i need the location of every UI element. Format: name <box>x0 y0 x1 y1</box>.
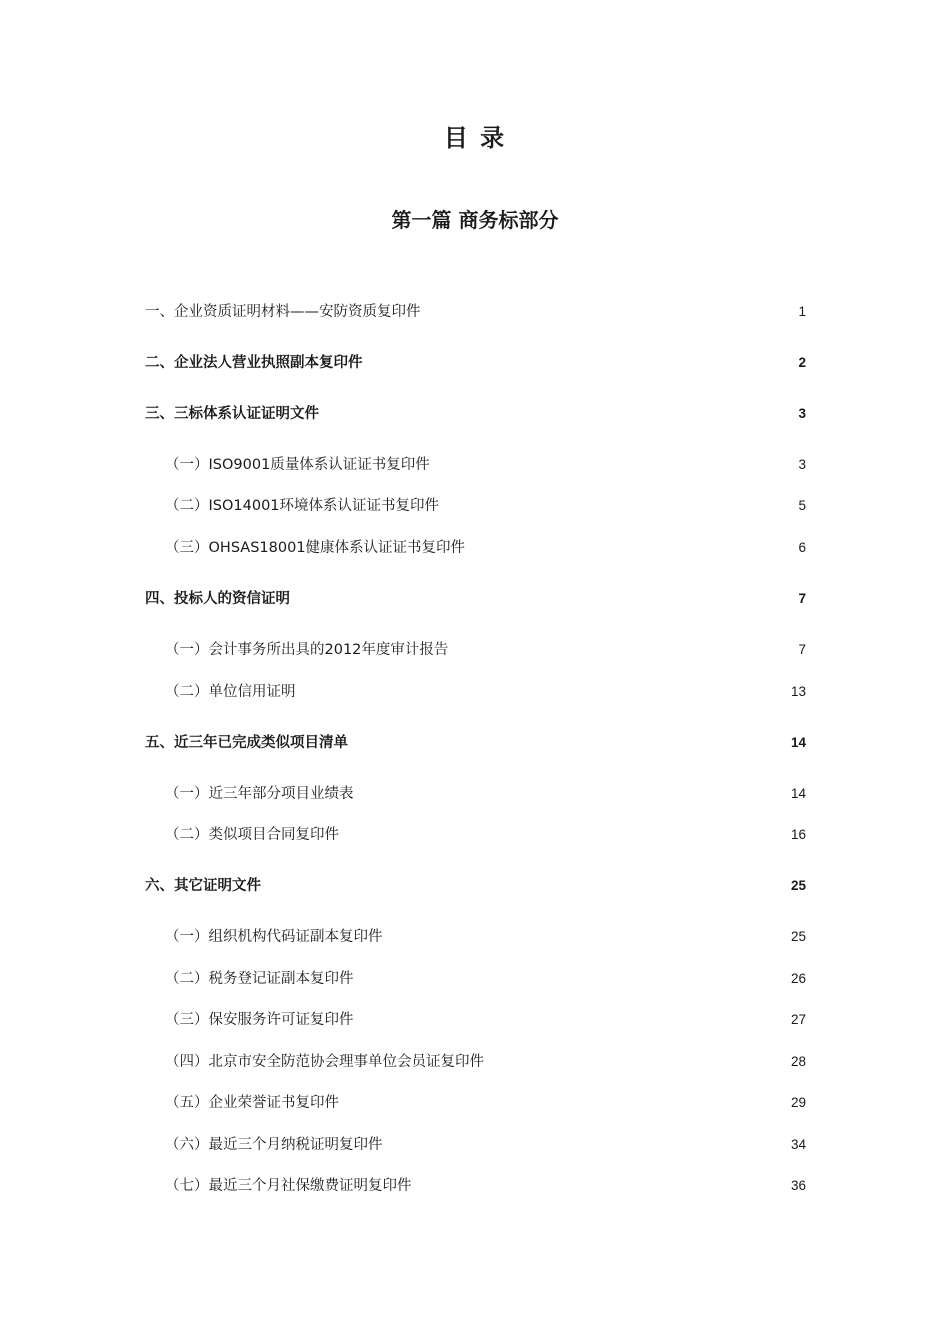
toc-entry-3-3[interactable] <box>165 536 806 560</box>
document-title: 目 录 <box>443 124 507 152</box>
toc-entry-page: 29 <box>790 1095 806 1110</box>
toc-entry-6-5[interactable] <box>165 1091 806 1115</box>
part-title: 第一篇 商务标部分 <box>391 208 559 232</box>
toc-entry-6-1[interactable] <box>165 925 806 949</box>
toc-entry-label: 二、企业法人营业执照副本复印件 <box>145 355 363 371</box>
toc-entry-page: 26 <box>790 971 806 986</box>
toc-entry-label: 三、三标体系认证证明文件 <box>145 406 319 422</box>
toc-entry-3-2[interactable] <box>165 494 806 518</box>
toc-entry-label: 四、投标人的资信证明 <box>145 591 290 607</box>
toc-entry-page: 34 <box>790 1137 806 1152</box>
toc-entry-label: （二）税务登记证副本复印件 <box>165 971 354 987</box>
toc-entry-page: 2 <box>798 355 806 370</box>
toc-entry-label: （二）ISO14001环境体系认证证书复印件 <box>165 498 440 514</box>
toc-entry-3[interactable] <box>145 402 806 426</box>
toc-entry-5-2[interactable] <box>165 823 806 847</box>
toc-entry-page: 7 <box>798 642 806 657</box>
toc-entry-6-6[interactable] <box>165 1133 806 1157</box>
toc-entry-4[interactable] <box>145 587 806 611</box>
toc-entry-page: 1 <box>798 304 806 319</box>
toc-entry-page: 14 <box>790 786 806 801</box>
toc-entry-label: （六）最近三个月纳税证明复印件 <box>165 1137 383 1153</box>
toc-entry-label: 六、其它证明文件 <box>145 878 261 894</box>
toc-entry-page: 7 <box>798 591 806 606</box>
toc-entry-4-1[interactable] <box>165 638 806 662</box>
toc-entry-6-3[interactable] <box>165 1008 806 1032</box>
toc-entry-label: 一、企业资质证明材料——安防资质复印件 <box>145 304 421 320</box>
toc-entry-6-7[interactable] <box>165 1174 806 1198</box>
toc-entry-page: 28 <box>790 1054 806 1069</box>
toc-entry-5-1[interactable] <box>165 782 806 806</box>
toc-entry-5[interactable] <box>145 731 806 755</box>
toc-entry-page: 36 <box>790 1178 806 1193</box>
toc-entry-page: 5 <box>798 498 806 513</box>
toc-entry-label: （五）企业荣誉证书复印件 <box>165 1095 339 1111</box>
toc-entry-page: 16 <box>790 827 806 842</box>
toc-entry-label: （三）保安服务许可证复印件 <box>165 1012 354 1028</box>
toc-entry-label: （二）单位信用证明 <box>165 684 296 700</box>
toc-entry-page: 13 <box>790 684 806 699</box>
toc-entry-6[interactable] <box>145 874 806 898</box>
toc-entry-page: 6 <box>798 540 806 555</box>
toc-entry-page: 25 <box>790 929 806 944</box>
toc-entry-label: （二）类似项目合同复印件 <box>165 827 339 843</box>
toc-entry-page: 25 <box>790 878 806 893</box>
toc-entry-6-2[interactable] <box>165 967 806 991</box>
toc-entry-label: （七）最近三个月社保缴费证明复印件 <box>165 1178 412 1194</box>
toc-entry-label: （三）OHSAS18001健康体系认证证书复印件 <box>165 540 466 556</box>
toc-entry-label: （一）组织机构代码证副本复印件 <box>165 929 383 945</box>
toc-entry-label: （一）会计事务所出具的2012年度审计报告 <box>165 642 449 658</box>
toc-entry-label: （一）ISO9001质量体系认证证书复印件 <box>165 457 430 473</box>
toc-entry-4-2[interactable] <box>165 680 806 704</box>
toc-entry-label: （四）北京市安全防范协会理事单位会员证复印件 <box>165 1054 484 1070</box>
toc-entry-page: 3 <box>798 406 806 421</box>
toc-entry-page: 27 <box>790 1012 806 1027</box>
toc-entry-2[interactable] <box>145 351 806 375</box>
toc-entry-3-1[interactable] <box>165 453 806 477</box>
toc-entry-6-4[interactable] <box>165 1050 806 1074</box>
toc-entry-page: 14 <box>790 735 806 750</box>
toc-entry-page: 3 <box>798 457 806 472</box>
toc-entry-label: （一）近三年部分项目业绩表 <box>165 786 354 802</box>
toc-entry-label: 五、近三年已完成类似项目清单 <box>145 735 348 751</box>
toc-entry-1[interactable] <box>145 300 806 324</box>
